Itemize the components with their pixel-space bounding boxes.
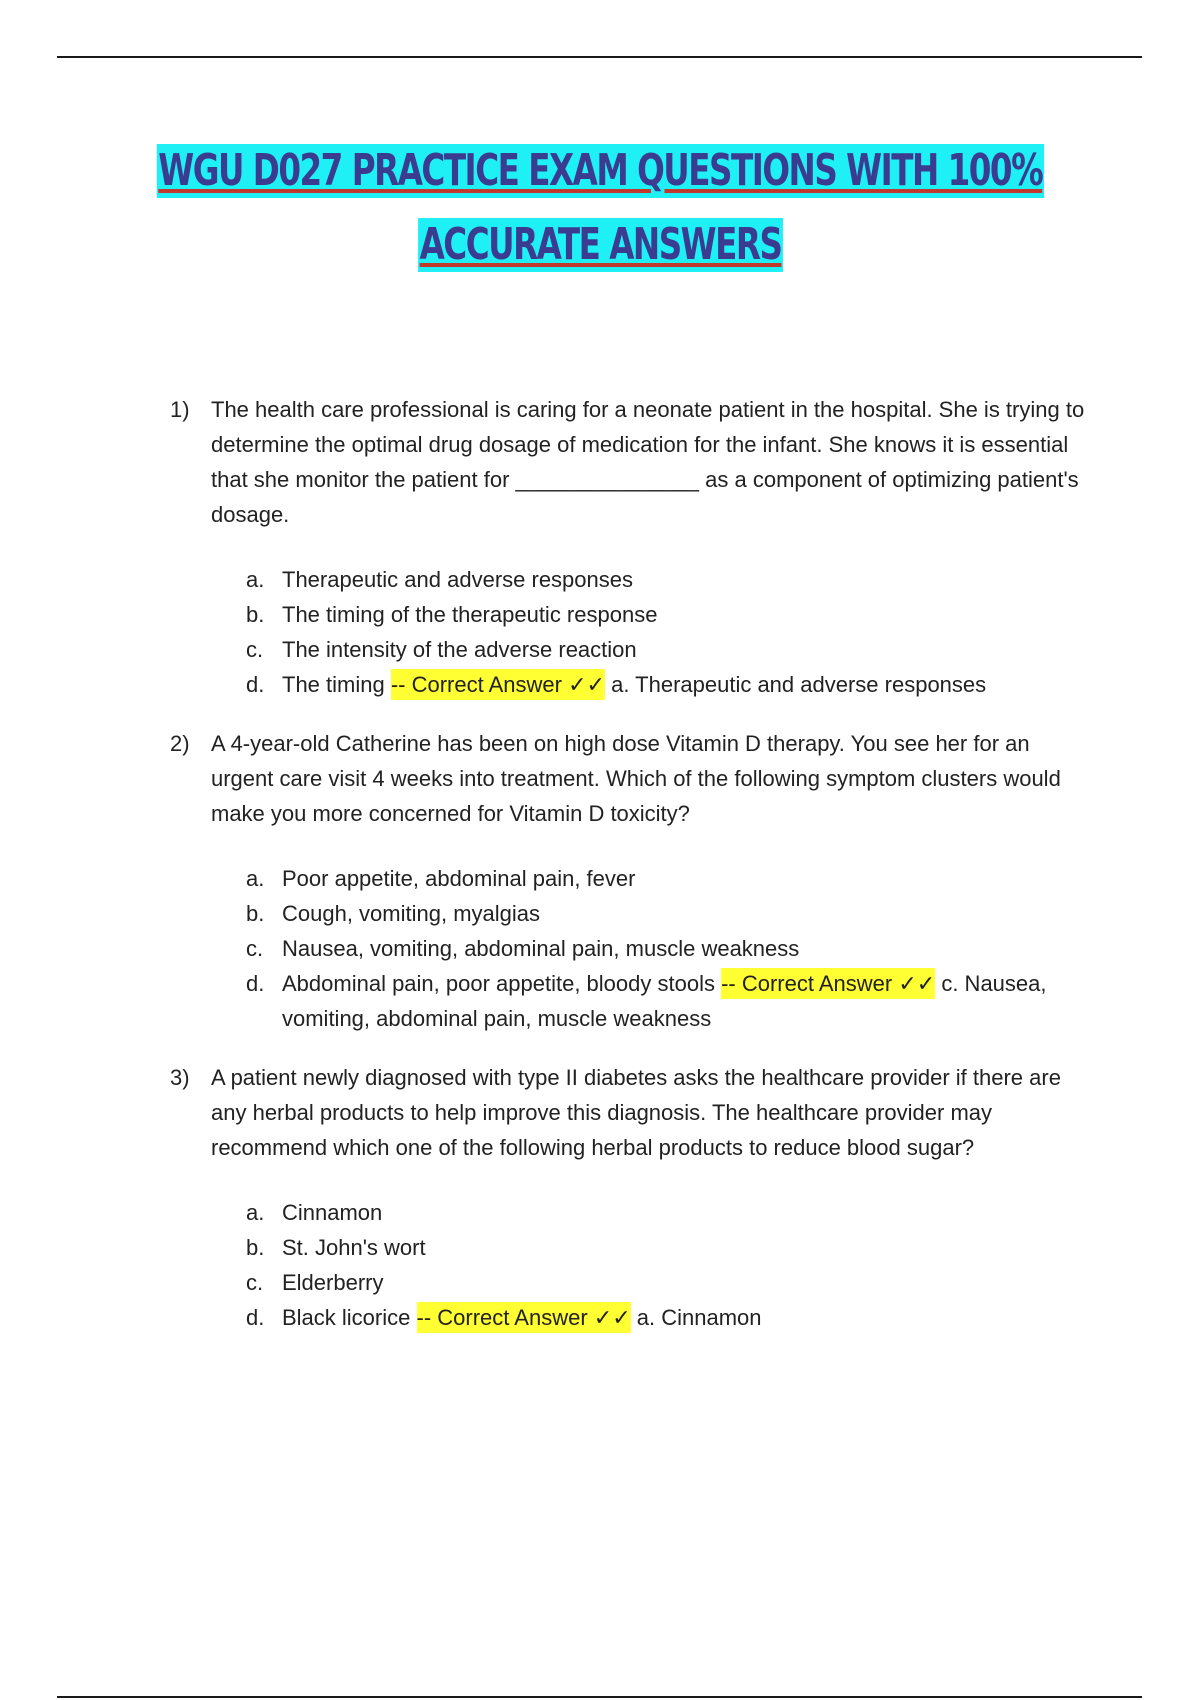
question-1 xyxy=(170,392,1090,702)
correct-answer: a. Cinnamon xyxy=(636,1305,762,1330)
question-text: A 4-year-old Catherine has been on high dose Vitamin D therapy. You see her for an urgent care visit 4 weeks into treatment. Which of the following symptom clusters would make you more concerned for Vitamin D toxicity? xyxy=(211,731,1061,826)
option-c: c. The intensity of the adverse reaction xyxy=(246,637,637,662)
option-b: b. The timing of the therapeutic response xyxy=(246,602,658,627)
question-number: 1) xyxy=(170,397,190,422)
question-text: A patient newly diagnosed with type II diabetes asks the healthcare provider if there are any herbal products to help improve this diagnosis. The healthcare provider may recommend which one of the following herbal products to reduce blood sugar? xyxy=(211,1065,1061,1160)
question-list xyxy=(170,392,1090,1359)
option-d: d. The timing -- Correct Answer ✓✓ a. Therapeutic and adverse responses xyxy=(246,667,1090,702)
option-d: d. Abdominal pain, poor appetite, bloody stools -- Correct Answer ✓✓ c. Nausea, vomiting, abdominal pain, muscle weakness xyxy=(246,966,1090,1036)
option-list xyxy=(246,861,1090,1036)
option-text: Black licorice xyxy=(282,1305,411,1330)
option-d: d. Black licorice -- Correct Answer ✓✓ a. Cinnamon xyxy=(246,1300,1090,1335)
correct-answer: a. Therapeutic and adverse responses xyxy=(611,672,987,697)
correct-answer-marker: -- Correct Answer ✓✓ xyxy=(417,1302,631,1333)
question-2 xyxy=(170,726,1090,1036)
option-b: b. Cough, vomiting, myalgias xyxy=(246,901,541,926)
option-b: b. St. John's wort xyxy=(246,1235,426,1260)
option-a: a. Poor appetite, abdominal pain, fever xyxy=(246,866,636,891)
title-line-2: ACCURATE ANSWERS xyxy=(419,219,781,270)
document-title xyxy=(0,144,1200,292)
option-c: c. Nausea, vomiting, abdominal pain, muscle weakness xyxy=(246,936,800,961)
correct-answer-marker: -- Correct Answer ✓✓ xyxy=(721,968,935,999)
question-number: 2) xyxy=(170,731,190,756)
option-text: The timing xyxy=(282,672,385,697)
option-a: a. Cinnamon xyxy=(246,1200,383,1225)
top-rule xyxy=(57,56,1142,58)
option-text: Abdominal pain, poor appetite, bloody stools xyxy=(282,971,715,996)
question-number: 3) xyxy=(170,1065,190,1090)
correct-answer-marker: -- Correct Answer ✓✓ xyxy=(391,669,605,700)
correct-answer: c. Nausea, vomiting, abdominal pain, muscle weakness xyxy=(282,971,1047,1031)
question-3 xyxy=(170,1060,1090,1335)
option-a: a. Therapeutic and adverse responses xyxy=(246,567,633,592)
option-list xyxy=(246,1195,1090,1335)
bottom-rule xyxy=(57,1696,1142,1698)
question-text: The health care professional is caring for a neonate patient in the hospital. She is trying to determine the optimal drug dosage of medication for the infant. She knows it is essential that she monitor the patient for _______________ as a component of optimizing patient's dosage. xyxy=(211,397,1085,527)
title-line-1: WGU D027 PRACTICE EXAM QUESTIONS WITH 100% xyxy=(158,145,1042,196)
option-list xyxy=(246,562,1090,702)
option-c: c. Elderberry xyxy=(246,1270,384,1295)
